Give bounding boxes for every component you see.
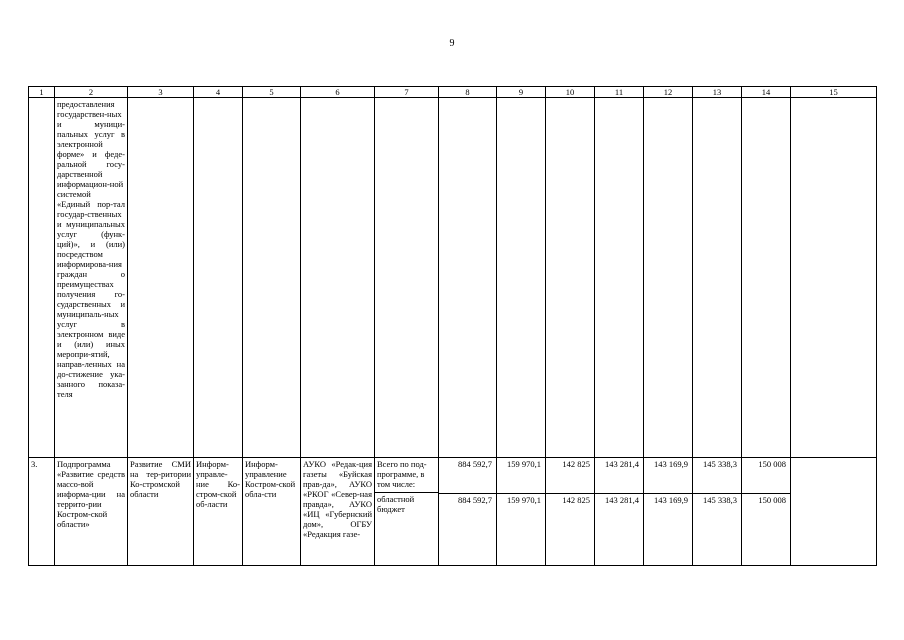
header-cell: 15 xyxy=(791,87,877,98)
funding-regional-label: областной бюджет xyxy=(375,492,438,515)
regional-value: 142 825 xyxy=(546,493,594,505)
customer: Информ-управление Костром-ской обла-сти xyxy=(243,458,301,566)
regional-value: 145 338,3 xyxy=(693,493,741,505)
header-cell: 1 xyxy=(29,87,55,98)
total-value: 143 281,4 xyxy=(605,459,639,469)
responsible-executor: Информ-управле-ние Ко-стром-ской об-ласти xyxy=(194,458,243,566)
header-cell: 14 xyxy=(742,87,791,98)
regional-value: 159 970,1 xyxy=(497,493,545,505)
header-cell: 4 xyxy=(194,87,243,98)
participants: АУКО «Редак-ция газеты «Буйская прав-да», АУКО «РКОГ «Север-ная правда», АУКО «ИЦ «Губернский дом», ОГБУ «Редакция газе- xyxy=(301,458,375,566)
goal-text: Развитие СМИ на тер-ритории Ко-стромской области xyxy=(128,458,194,566)
total-value: 150 008 xyxy=(758,459,786,469)
regional-value: 143 169,9 xyxy=(644,493,692,505)
regional-value: 143 281,4 xyxy=(595,493,643,505)
header-cell: 12 xyxy=(644,87,693,98)
header-cell: 13 xyxy=(693,87,742,98)
header-cell: 7 xyxy=(375,87,439,98)
header-cell: 11 xyxy=(595,87,644,98)
continuation-text: предоставления государствен-ных и муници-пальных услуг в электронной форме» и феде-ральной госу-дарственной информацион-ной системой «Единый пор-тал государ-ственных и муниципальных услуг (функ-ций)», и (или) посредством информирова-ния граждан о преимуществах получения го-сударственных и муниципаль-ных услуг в электронном виде и (или) иных меропри-ятий, направ-ленных на до-стижение ука-занного показа-теля xyxy=(55,98,128,458)
regional-value: 150 008 xyxy=(742,493,790,505)
total-value: 884 592,7 xyxy=(458,459,492,469)
header-cell: 10 xyxy=(546,87,595,98)
header-cell: 8 xyxy=(439,87,497,98)
page-number: 9 xyxy=(449,38,455,49)
table-row xyxy=(29,458,877,566)
total-value: 142 825 xyxy=(562,459,590,469)
header-cell: 6 xyxy=(301,87,375,98)
header-cell: 5 xyxy=(243,87,301,98)
header-cell: 2 xyxy=(55,87,128,98)
program-table xyxy=(28,86,877,566)
funding-total-label: Всего по под-программе, в том числе: xyxy=(377,459,427,489)
row-number: 3. xyxy=(29,458,55,566)
total-value: 145 338,3 xyxy=(703,459,737,469)
continuation-row xyxy=(29,98,877,458)
header-row xyxy=(29,87,877,98)
header-cell: 9 xyxy=(497,87,546,98)
regional-value: 884 592,7 xyxy=(439,493,496,505)
header-cell: 3 xyxy=(128,87,194,98)
subprogram-name: Подпрограмма «Развитие средств массо-вой информа-ции на террито-рии Костром-ской области» xyxy=(55,458,128,566)
total-value: 159 970,1 xyxy=(507,459,541,469)
total-value: 143 169,9 xyxy=(654,459,688,469)
